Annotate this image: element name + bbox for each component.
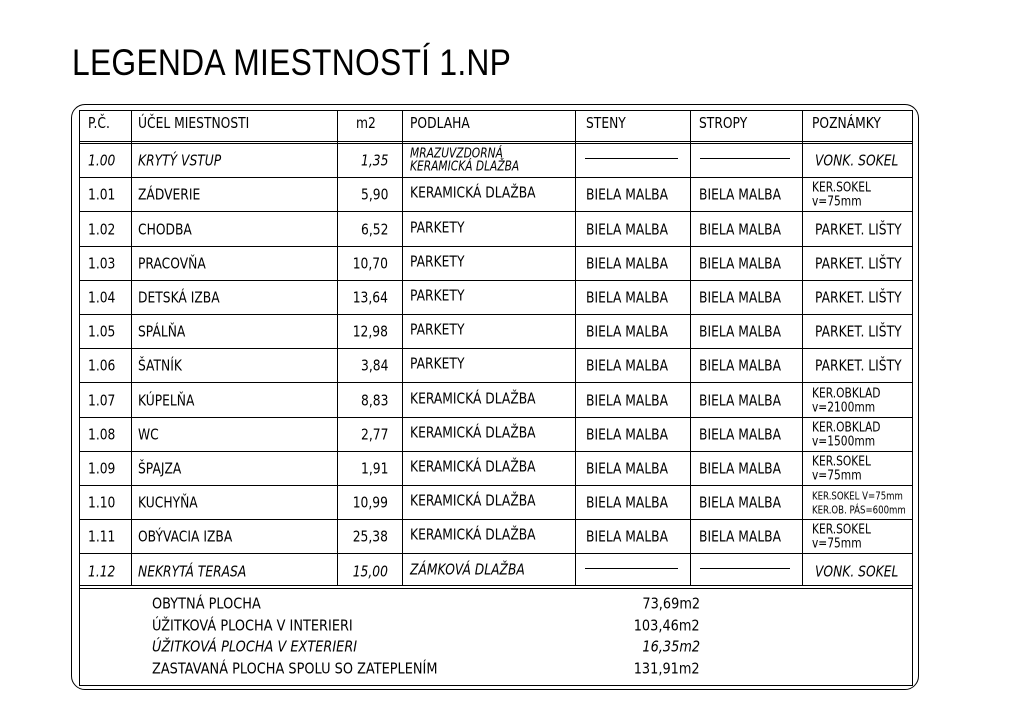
cell-notes: KER.OB. PÁS=600mm <box>812 503 906 517</box>
row-divider <box>79 451 913 452</box>
cell-notes: PARKET. LIŠTY <box>815 288 902 307</box>
cell-room-purpose: CHODBA <box>138 220 192 238</box>
empty-value-dash <box>585 158 678 159</box>
header-pc: P.Č. <box>88 114 110 132</box>
cell-room-purpose: SPÁLŇA <box>138 322 186 341</box>
cell-floor: PARKETY <box>410 320 465 339</box>
row-divider <box>79 211 913 212</box>
header-divider <box>79 143 913 144</box>
cell-ceilings: BIELA MALBA <box>699 425 782 444</box>
cell-floor: KERAMICKÁ DLAŽBA <box>410 491 536 510</box>
cell-room-purpose: KÚPELŇA <box>138 391 195 409</box>
cell-ceilings: BIELA MALBA <box>699 185 782 204</box>
cell-walls: BIELA MALBA <box>586 391 669 409</box>
header-podlaha: PODLAHA <box>410 114 470 132</box>
cell-ceilings: BIELA MALBA <box>699 493 782 512</box>
cell-room-purpose: KRYTÝ VSTUP <box>138 151 222 170</box>
cell-room-number: 1.07 <box>88 391 116 409</box>
summary-value: 103,46m2 <box>634 616 700 634</box>
cell-area: 5,90 <box>360 185 388 204</box>
table-bottom-divider <box>79 588 913 589</box>
cell-room-number: 1.08 <box>88 425 116 444</box>
cell-room-purpose: NEKRYTÁ TERASA <box>138 562 247 580</box>
row-divider <box>79 246 913 247</box>
cell-area: 1,35 <box>360 151 388 170</box>
cell-floor: MRAZUVZDORNÁ <box>410 146 503 162</box>
cell-floor: KERAMICKÁ DLAŽBA <box>410 389 536 407</box>
cell-area: 8,83 <box>360 391 388 409</box>
cell-ceilings: BIELA MALBA <box>699 356 782 375</box>
cell-floor: KERAMICKÁ DLAŽBA <box>410 423 536 442</box>
cell-walls: BIELA MALBA <box>586 493 669 512</box>
header-poznamky: POZNÁMKY <box>812 114 881 132</box>
cell-room-number: 1.03 <box>88 254 116 273</box>
cell-walls: BIELA MALBA <box>586 459 669 478</box>
cell-notes: v=75mm <box>812 468 862 484</box>
summary-label: ÚŽITKOVÁ PLOCHA V EXTERIERI <box>152 637 358 656</box>
row-divider <box>79 553 913 554</box>
row-divider <box>79 280 913 281</box>
row-divider <box>79 177 913 178</box>
cell-area: 25,38 <box>352 527 388 546</box>
cell-walls: BIELA MALBA <box>586 220 669 238</box>
cell-area: 12,98 <box>352 322 388 341</box>
cell-room-number: 1.10 <box>88 493 116 512</box>
empty-value-dash <box>700 568 790 569</box>
cell-area: 15,00 <box>352 562 388 580</box>
cell-area: 10,99 <box>352 493 388 512</box>
cell-walls: BIELA MALBA <box>586 527 669 546</box>
cell-room-number: 1.11 <box>88 527 116 546</box>
cell-walls: BIELA MALBA <box>586 425 669 444</box>
cell-notes: KER.SOKEL <box>812 522 871 538</box>
cell-area: 13,64 <box>352 288 388 307</box>
cell-ceilings: BIELA MALBA <box>699 254 782 273</box>
cell-room-purpose: ŠATNÍK <box>138 356 182 375</box>
header-stropy: STROPY <box>699 114 748 132</box>
cell-room-purpose: OBÝVACIA IZBA <box>138 527 233 546</box>
cell-area: 6,52 <box>360 220 388 238</box>
cell-room-number: 1.04 <box>88 288 116 307</box>
cell-ceilings: BIELA MALBA <box>699 288 782 307</box>
empty-value-dash <box>700 158 790 159</box>
cell-floor: ZÁMKOVÁ DLAŽBA <box>410 560 525 578</box>
cell-room-number: 1.06 <box>88 356 116 375</box>
summary-value: 16,35m2 <box>642 637 700 656</box>
row-divider <box>79 348 913 349</box>
cell-notes: v=1500mm <box>812 434 876 450</box>
cell-floor: PARKETY <box>410 218 465 236</box>
cell-ceilings: BIELA MALBA <box>699 322 782 341</box>
cell-notes: KER.OBKLAD <box>812 420 881 436</box>
summary-label: ZASTAVANÁ PLOCHA SPOLU SO ZATEPLENÍM <box>152 659 438 677</box>
cell-notes: VONK. SOKEL <box>815 562 899 580</box>
cell-ceilings: BIELA MALBA <box>699 459 782 478</box>
page-title: LEGENDA MIESTNOSTÍ 1.NP <box>72 42 512 83</box>
cell-room-number: 1.01 <box>88 185 116 204</box>
cell-floor: PARKETY <box>410 252 465 271</box>
row-divider <box>79 485 913 486</box>
row-divider <box>79 519 913 520</box>
cell-walls: BIELA MALBA <box>586 356 669 375</box>
table-bottom-divider <box>79 585 913 586</box>
cell-notes: KER.SOKEL <box>812 180 871 196</box>
cell-notes: VONK. SOKEL <box>815 151 899 170</box>
summary-label: OBYTNÁ PLOCHA <box>152 594 261 613</box>
cell-room-purpose: ZÁDVERIE <box>138 185 201 204</box>
cell-walls: BIELA MALBA <box>586 288 669 307</box>
cell-room-number: 1.00 <box>88 151 116 170</box>
cell-walls: BIELA MALBA <box>586 185 669 204</box>
cell-notes: KER.OBKLAD <box>812 386 881 401</box>
cell-floor: KERAMICKÁ DLAŽBA <box>410 159 520 175</box>
cell-floor: KERAMICKÁ DLAŽBA <box>410 183 536 202</box>
summary-value: 73,69m2 <box>642 594 700 613</box>
cell-floor: KERAMICKÁ DLAŽBA <box>410 525 536 544</box>
cell-area: 2,77 <box>360 425 388 444</box>
cell-notes: PARKET. LIŠTY <box>815 220 902 238</box>
cell-floor: KERAMICKÁ DLAŽBA <box>410 457 536 476</box>
cell-room-purpose: WC <box>138 425 159 444</box>
cell-room-purpose: PRACOVŇA <box>138 254 206 273</box>
cell-notes: v=2100mm <box>812 400 876 415</box>
header-steny: STENY <box>586 114 626 132</box>
cell-area: 3,84 <box>360 356 388 375</box>
cell-room-number: 1.12 <box>88 562 116 580</box>
cell-room-purpose: ŠPAJZA <box>138 459 182 478</box>
summary-label: ÚŽITKOVÁ PLOCHA V INTERIERI <box>152 616 353 634</box>
row-divider <box>79 382 913 383</box>
summary-value: 131,91m2 <box>634 659 700 677</box>
cell-floor: PARKETY <box>410 286 465 305</box>
cell-walls: BIELA MALBA <box>586 322 669 341</box>
cell-area: 10,70 <box>352 254 388 273</box>
cell-room-purpose: KUCHYŇA <box>138 493 198 512</box>
cell-walls: BIELA MALBA <box>586 254 669 273</box>
row-divider <box>79 314 913 315</box>
cell-room-number: 1.09 <box>88 459 116 478</box>
cell-ceilings: BIELA MALBA <box>699 527 782 546</box>
cell-room-purpose: DETSKÁ IZBA <box>138 288 220 307</box>
cell-notes: PARKET. LIŠTY <box>815 254 902 273</box>
cell-notes: PARKET. LIŠTY <box>815 356 902 375</box>
cell-notes: KER.SOKEL V=75mm <box>812 489 903 503</box>
cell-room-number: 1.05 <box>88 322 116 341</box>
row-divider <box>79 417 913 418</box>
header-m2: m2 <box>356 114 376 132</box>
header-divider <box>79 141 913 142</box>
cell-ceilings: BIELA MALBA <box>699 220 782 238</box>
header-ucel: ÚČEL MIESTNOSTI <box>138 114 250 132</box>
cell-room-number: 1.02 <box>88 220 116 238</box>
cell-notes: PARKET. LIŠTY <box>815 322 902 341</box>
empty-value-dash <box>585 568 678 569</box>
cell-floor: PARKETY <box>410 354 465 373</box>
cell-ceilings: BIELA MALBA <box>699 391 782 409</box>
cell-area: 1,91 <box>360 459 388 478</box>
cell-notes: v=75mm <box>812 194 862 210</box>
cell-notes: v=75mm <box>812 536 862 552</box>
cell-notes: KER.SOKEL <box>812 454 871 470</box>
